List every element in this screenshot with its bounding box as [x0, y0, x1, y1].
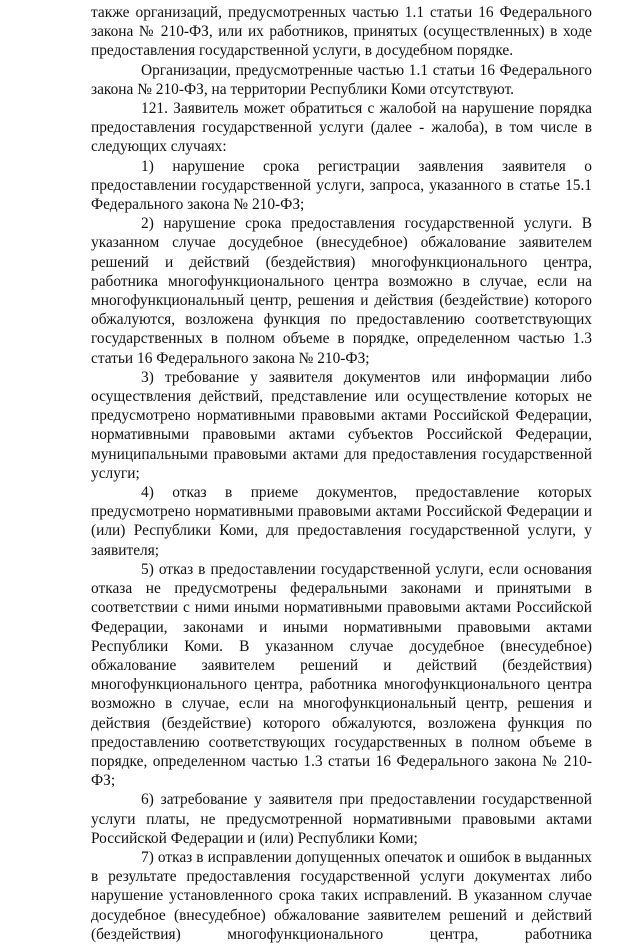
list-item-1: 1) нарушение срока регистрации заявления заявителя о предоставлении государственной услуги, запроса, указанного в статье 15.1 Федерального закона № 210-ФЗ; [91, 157, 592, 214]
list-item-7: 7) отказ в исправлении допущенных опечаток и ошибок в выданных в результате предоставления государственной услуги документах либо нарушение установленного срока таких исправлений. В указанном случае досудебное (внесудебное) обжалование заявителем решений и действий (бездействия) многофункционального центра, работника [91, 848, 592, 943]
list-item-2: 2) нарушение срока предоставления государственной услуги. В указанном случае досудебное (внесудебное) обжалование заявителем решений и действий (бездействия) многофункционального центра, работника многофункционального центра возможно в случае, если на многофункциональный центр, решения и действия (бездействие) которого обжалуются, возложена функция по предоставлению соответствующих государственных в полном объеме в порядке, определенном частью 1.3 статьи 16 Федерального закона № 210-ФЗ; [91, 215, 592, 367]
paragraph-continuation: также организаций, предусмотренных частью 1.1 статьи 16 Федерального закона № 210-ФЗ, или их работников, принятых (осуществленных) в ходе предоставления государственной услуги, в досудебном порядке. [91, 4, 592, 60]
paragraph-121: 121. Заявитель может обратиться с жалобой на нарушение порядка предоставления государственной услуги (далее - жалоба), в том числе в следующих случаях: [91, 100, 592, 156]
list-item-5: 5) отказ в предоставлении государственной услуги, если основания отказа не предусмотрены федеральными законами и принятыми в соответствии с ними иными нормативными правовыми актами Российской Федерации, законами и иными нормативными правовыми актами Республики Коми. В указанном случае досудебное (внесудебное) обжалование заявителем решений и действий (бездействия) многофункционального центра, работника многофункционального центра возможно в случае, если на многофункциональный центр, решения и действия (бездействие) которого обжалуются, возложена функция по предоставлению соответствующих государственных в полном объеме в порядке, определенном частью 1.3 статьи 16 Федерального закона № 210-ФЗ; [91, 560, 592, 790]
list-item-3: 3) требование у заявителя документов или информации либо осуществления действий, представление или осуществление которых не предусмотрено нормативными правовыми актами Российской Федерации, нормативными правовыми актами субъектов Российской Федерации, муниципальными правовыми актами для предоставления государственной услуги; [91, 368, 592, 482]
list-item-6: 6) затребование у заявителя при предоставлении государственной услуги платы, не предусмотренной нормативными правовыми актами Российской Федерации и (или) Республики Коми; [91, 791, 592, 847]
list-item-4: 4) отказ в приеме документов, предоставление которых предусмотрено нормативными правовыми актами Российской Федерации и (или) Республики Коми, для предоставления государственной услуги, у заявителя; [91, 484, 592, 559]
paragraph-organizations-absent: Организации, предусмотренные частью 1.1 статьи 16 Федерального закона № 210-ФЗ, на территории Республики Коми отсутствуют. [91, 61, 592, 98]
document-page [91, 3, 592, 944]
